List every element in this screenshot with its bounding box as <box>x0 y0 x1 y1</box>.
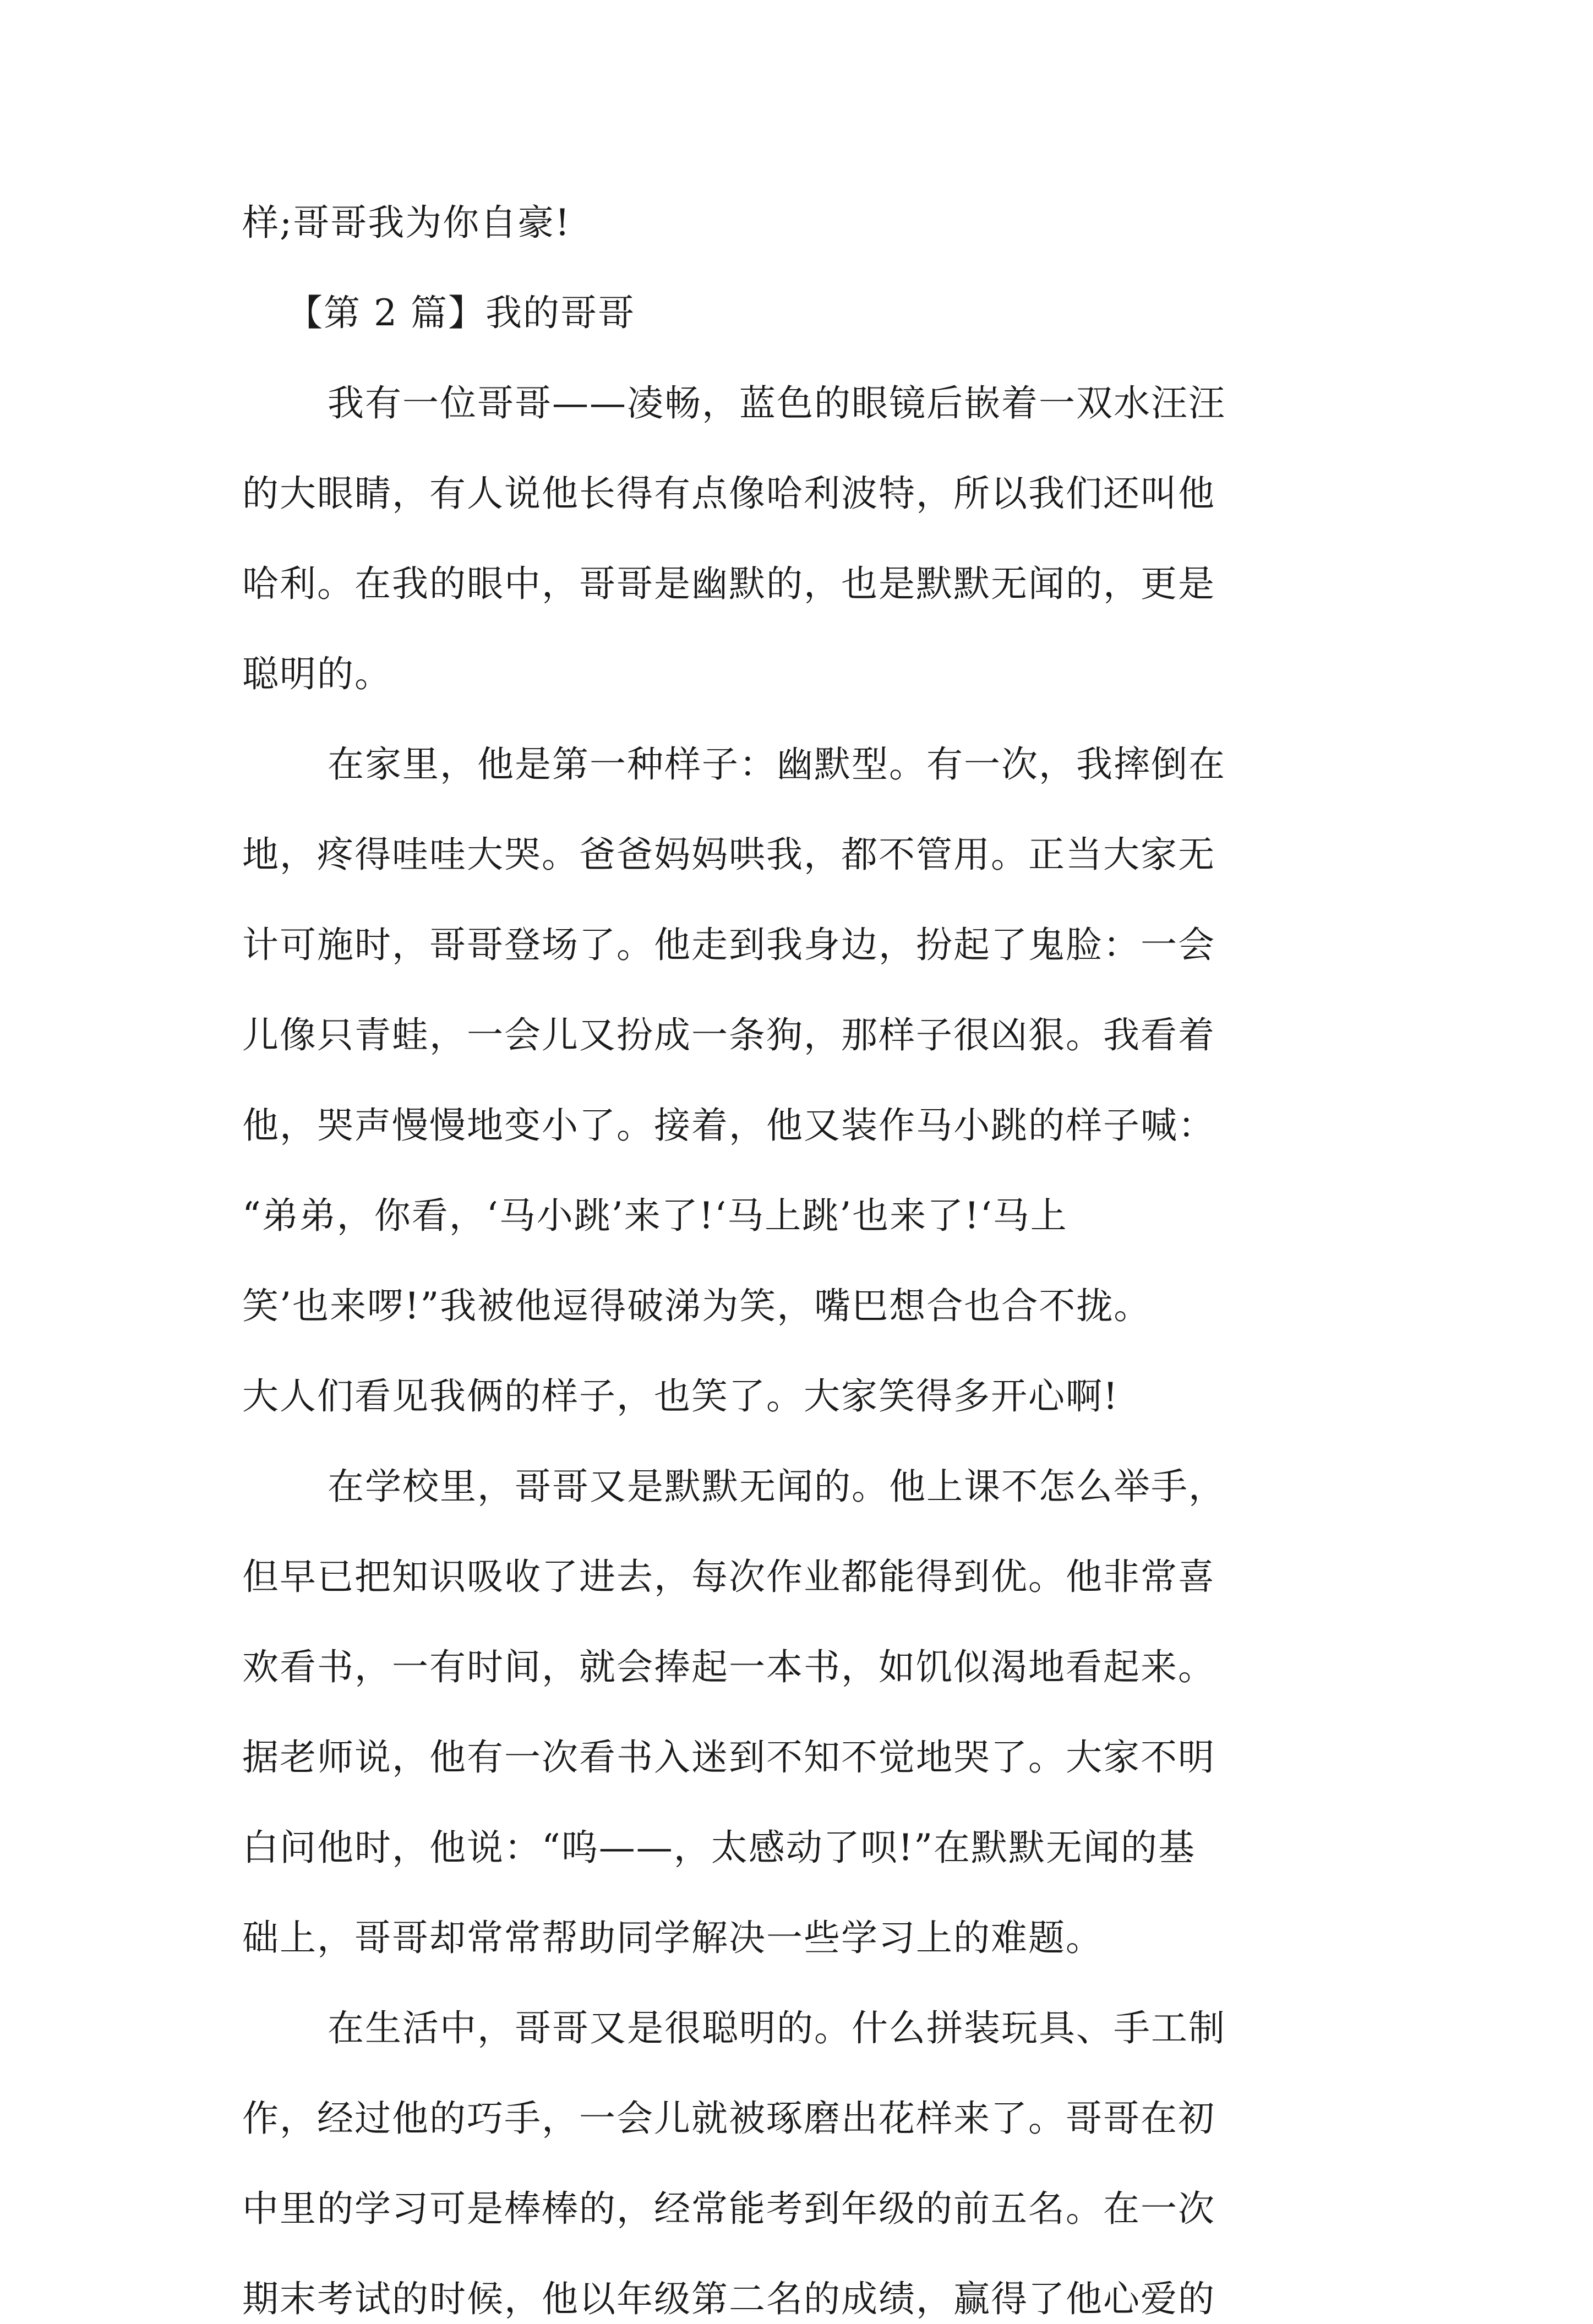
paragraph-line: 儿像只青蛙，一会儿又扮成一条狗，那样子很凶狠。我看着 <box>242 1014 1215 1056</box>
paragraph-line: 我有一位哥哥——凌畅，蓝色的眼镜后嵌着一双水汪汪 <box>328 382 1226 424</box>
paragraph-line: 欢看书，一有时间，就会捧起一本书，如饥似渴地看起来。 <box>242 1646 1215 1688</box>
paragraph-line: 据老师说，他有一次看书入迷到不知不觉地哭了。大家不明 <box>242 1736 1215 1779</box>
paragraph-line: 在学校里，哥哥又是默默无闻的。他上课不怎么举手， <box>328 1465 1226 1508</box>
paragraph-line: 中里的学习可是棒棒的，经常能考到年级的前五名。在一次 <box>242 2187 1215 2230</box>
paragraph-line: 哈利。在我的眼中，哥哥是幽默的，也是默默无闻的，更是 <box>242 563 1215 605</box>
paragraph-line: 他，哭声慢慢地变小了。接着，他又装作马小跳的样子喊： <box>242 1104 1215 1147</box>
paragraph-line: 的大眼睛，有人说他长得有点像哈利波特，所以我们还叫他 <box>242 472 1215 515</box>
text-line: 样;哥哥我为你自豪! <box>242 201 571 244</box>
paragraph-line: 大人们看见我俩的样子，也笑了。大家笑得多开心啊! <box>242 1375 1119 1417</box>
paragraph-line: 笑’也来啰!”我被他逗得破涕为笑，嘴巴想合也合不拢。 <box>242 1285 1152 1327</box>
paragraph-line: 但早已把知识吸收了进去，每次作业都能得到优。他非常喜 <box>242 1556 1215 1598</box>
paragraph-line: 计可施时，哥哥登场了。他走到我身边，扮起了鬼脸：一会 <box>242 924 1215 966</box>
paragraph-line: 在生活中，哥哥又是很聪明的。什么拼装玩具、手工制 <box>328 2007 1226 2049</box>
paragraph-line: 在家里，他是第一种样子：幽默型。有一次，我摔倒在 <box>328 743 1226 785</box>
paragraph-line: 作，经过他的巧手，一会儿就被琢磨出花样来了。哥哥在初 <box>242 2097 1215 2140</box>
paragraph-line: 聪明的。 <box>242 653 392 695</box>
paragraph-line: 白问他时，他说：“呜——，太感动了呗!”在默默无闻的基 <box>242 1826 1196 1869</box>
paragraph-line: 期末考试的时候，他以年级第二名的成绩，赢得了他心爱的 <box>242 2278 1215 2320</box>
paragraph-line: 地，疼得哇哇大哭。爸爸妈妈哄我，都不管用。正当大家无 <box>242 833 1215 876</box>
paragraph-line: “弟弟，你看，‘马小跳’来了!‘马上跳’也来了!‘马上 <box>242 1194 1068 1237</box>
section-heading: 【第 2 篇】我的哥哥 <box>286 292 635 334</box>
paragraph-line: 础上，哥哥却常常帮助同学解决一些学习上的难题。 <box>242 1917 1103 1959</box>
